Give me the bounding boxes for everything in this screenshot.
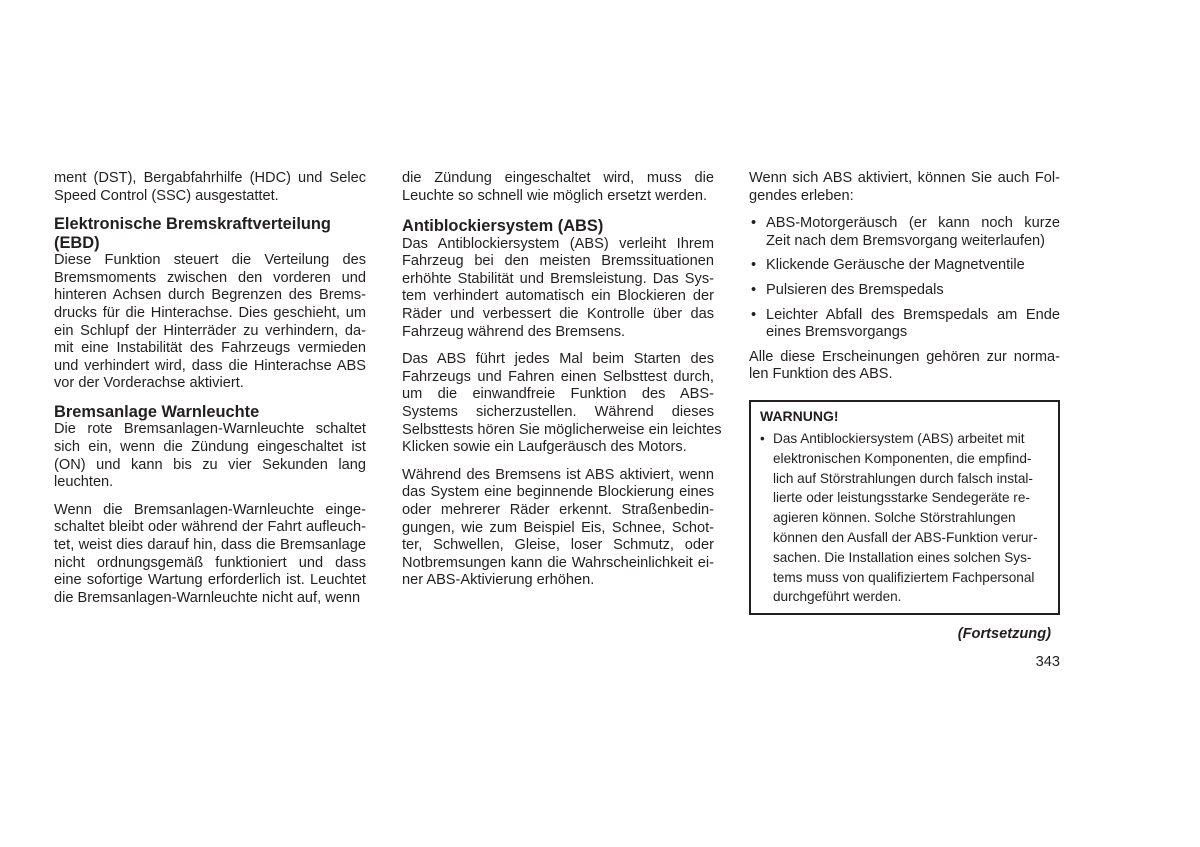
text-line: können den Ausfall der ABS-Funktion verur-	[773, 529, 1038, 545]
warning-box	[749, 400, 1060, 615]
intro-paragraph	[54, 170, 366, 205]
text-line: Notbremsungen kann die Wahrscheinlichkeit ei-	[402, 554, 714, 571]
bullet-icon: •	[751, 215, 757, 232]
text-line: drucks für die Hinterachse. Dies geschieht, um	[54, 304, 366, 321]
ebd-heading	[54, 215, 366, 252]
text-line: Klicken sowie ein Laufgeräusch des Motors.	[402, 439, 687, 456]
text-line: sachen. Die Installation eines solchen Sys-	[773, 549, 1032, 565]
text-line: tems muss von qualifiziertem Fachpersonal	[773, 569, 1035, 585]
text-line: Wenn die Bremsanlagen-Warnleuchte einge-	[54, 501, 366, 518]
text-line: Fahrzeugs und Fahren einen Selbsttest durch,	[402, 368, 714, 385]
brake-warning-paragraph-2	[54, 502, 366, 608]
text-line: hinteren Achsen durch Begrenzen des Brems-	[54, 287, 366, 304]
text-line: leuchten.	[54, 474, 114, 491]
list-item	[749, 257, 1060, 275]
list-item-text	[766, 257, 1060, 275]
text-line: eine sofortige Wartung erforderlich ist. Leuchtet	[54, 572, 366, 589]
text-line: lierte oder leistungsstarke Sendegeräte re-	[773, 490, 1030, 506]
list-item-text	[766, 215, 1060, 250]
abs-effects-list	[749, 215, 1060, 342]
text-line: Wenn sich ABS aktiviert, können Sie auch Fol-	[749, 170, 1060, 186]
intro-paragraph	[402, 170, 714, 205]
brake-warning-paragraph-1	[54, 421, 366, 491]
text-line: ner ABS-Aktivierung erhöhen.	[402, 572, 595, 589]
text-line: erhöhte Stabilität und Bremsleistung. Das Sys-	[402, 270, 714, 287]
bullet-icon: •	[760, 430, 765, 446]
text-line: (ON) und kann bis zu vier Sekunden lang	[54, 456, 366, 473]
abs-paragraph-1	[402, 236, 714, 342]
text-line: Klickende Geräusche der Magnetventile	[766, 257, 1025, 274]
list-item-text	[766, 307, 1060, 342]
bullet-icon: •	[751, 257, 757, 274]
column-right	[749, 170, 1060, 615]
text-line: Fahrzeug während des Bremsens.	[402, 323, 626, 340]
text-line: Fahrzeug bei den meisten Bremssituationen	[402, 253, 714, 270]
text-line: tet, weist dies darauf hin, dass die Bremsanlage	[54, 537, 366, 553]
text-line: Speed Control (SSC) ausgestattet.	[54, 187, 279, 204]
text-line: oder mehrerer Räder erkennt. Straßenbedin-	[402, 502, 714, 518]
text-line: durchgeführt werden.	[773, 589, 902, 605]
text-line: Bremsmoments zwischen den vorderen und	[54, 269, 366, 286]
text-line: Räder und verbessert die Kontrolle über das	[402, 306, 714, 323]
abs-effects-outro	[749, 349, 1060, 384]
warning-title: WARNUNG!	[760, 407, 839, 424]
text-line: ment (DST), Bergabfahrhilfe (HDC) und Selec	[54, 170, 366, 186]
text-line: Pulsieren des Bremspedals	[766, 281, 944, 298]
text-line: Das Antiblockiersystem (ABS) arbeitet mit	[773, 430, 1025, 446]
text-line: Das ABS führt jedes Mal beim Starten des	[402, 351, 714, 368]
text-line: Selbsttests hören Sie möglicherweise ein leichtes	[402, 421, 722, 438]
warning-item	[760, 429, 1050, 607]
warning-text	[773, 429, 1050, 607]
abs-effects-intro	[749, 170, 1060, 205]
text-line: gungen, wie zum Beispiel Eis, Schnee, Schot-	[402, 519, 714, 536]
text-line: und verhindert wird, dass die Hinterachse ABS	[54, 357, 366, 374]
list-item-text	[766, 282, 1060, 300]
text-line: die Bremsanlagen-Warnleuchte nicht auf, wenn	[54, 589, 361, 606]
text-line: schaltet bleibt oder während der Fahrt aufleuch-	[54, 519, 366, 536]
text-line: (EBD)	[54, 233, 100, 252]
text-line: eines Bremsvorgangs	[766, 324, 908, 341]
text-line: das System eine beginnende Blockierung eines	[402, 484, 714, 501]
bullet-icon: •	[751, 281, 757, 298]
text-line: ein Schlupf der Hinterräder zu verhindern, da-	[54, 322, 366, 339]
text-line: agieren können. Solche Störstrahlungen	[773, 510, 1016, 526]
text-line: vor der Vorderachse aktiviert.	[54, 375, 244, 392]
list-item	[749, 215, 1060, 250]
text-line: nicht ordnungsgemäß funktioniert und dass	[54, 554, 366, 571]
list-item	[749, 282, 1060, 300]
abs-paragraph-2	[402, 351, 722, 457]
text-line: Leuchte so schnell wie möglich ersetzt werden.	[402, 187, 708, 204]
text-line: Systems sicherzustellen. Während dieses	[402, 404, 714, 421]
text-line: tem verhindert automatisch ein Blockieren der	[402, 288, 714, 305]
text-line: sich ein, wenn die Zündung eingeschaltet ist	[54, 439, 366, 456]
text-line: len Funktion des ABS.	[749, 366, 893, 383]
column-middle	[402, 170, 722, 600]
list-item	[749, 307, 1060, 342]
text-line: Zeit nach dem Bremsvorgang weiterlaufen)	[766, 232, 1046, 249]
text-line: Elektronische Bremskraftverteilung	[54, 215, 331, 234]
text-line: die Zündung eingeschaltet wird, muss die	[402, 170, 714, 186]
page-number: 343	[1035, 654, 1060, 670]
text-line: Während des Bremsens ist ABS aktiviert, wenn	[402, 466, 714, 483]
text-line: elektronischen Komponenten, die empfind-	[773, 450, 1032, 466]
continuation-label: (Fortsetzung)	[957, 626, 1051, 642]
text-line: Leichter Abfall des Bremspedals am Ende	[766, 306, 1060, 323]
abs-heading: Antiblockiersystem (ABS)	[402, 217, 604, 236]
ebd-paragraph	[54, 252, 366, 393]
text-line: ter, Schwellen, Gleise, loser Schmutz, oder	[402, 537, 714, 554]
text-line: Die rote Bremsanlagen-Warnleuchte schaltet	[54, 421, 366, 438]
bullet-icon: •	[751, 306, 757, 323]
brake-warning-heading: Bremsanlage Warnleuchte	[54, 402, 260, 421]
column-left	[54, 170, 366, 617]
text-line: gendes erleben:	[749, 187, 854, 204]
text-line: Alle diese Erscheinungen gehören zur norma-	[749, 348, 1060, 365]
text-line: mit eine Instabilität des Fahrzeugs vermieden	[54, 340, 366, 357]
text-line: Das Antiblockiersystem (ABS) verleiht Ihrem	[402, 235, 714, 252]
text-line: um die einwandfreie Funktion des ABS-	[402, 386, 714, 403]
text-line: ABS-Motorgeräusch (er kann noch kurze	[766, 215, 1060, 232]
abs-paragraph-3	[402, 467, 714, 590]
text-line: Diese Funktion steuert die Verteilung des	[54, 252, 366, 269]
text-line: lich auf Störstrahlungen durch falsch instal-	[773, 470, 1033, 486]
